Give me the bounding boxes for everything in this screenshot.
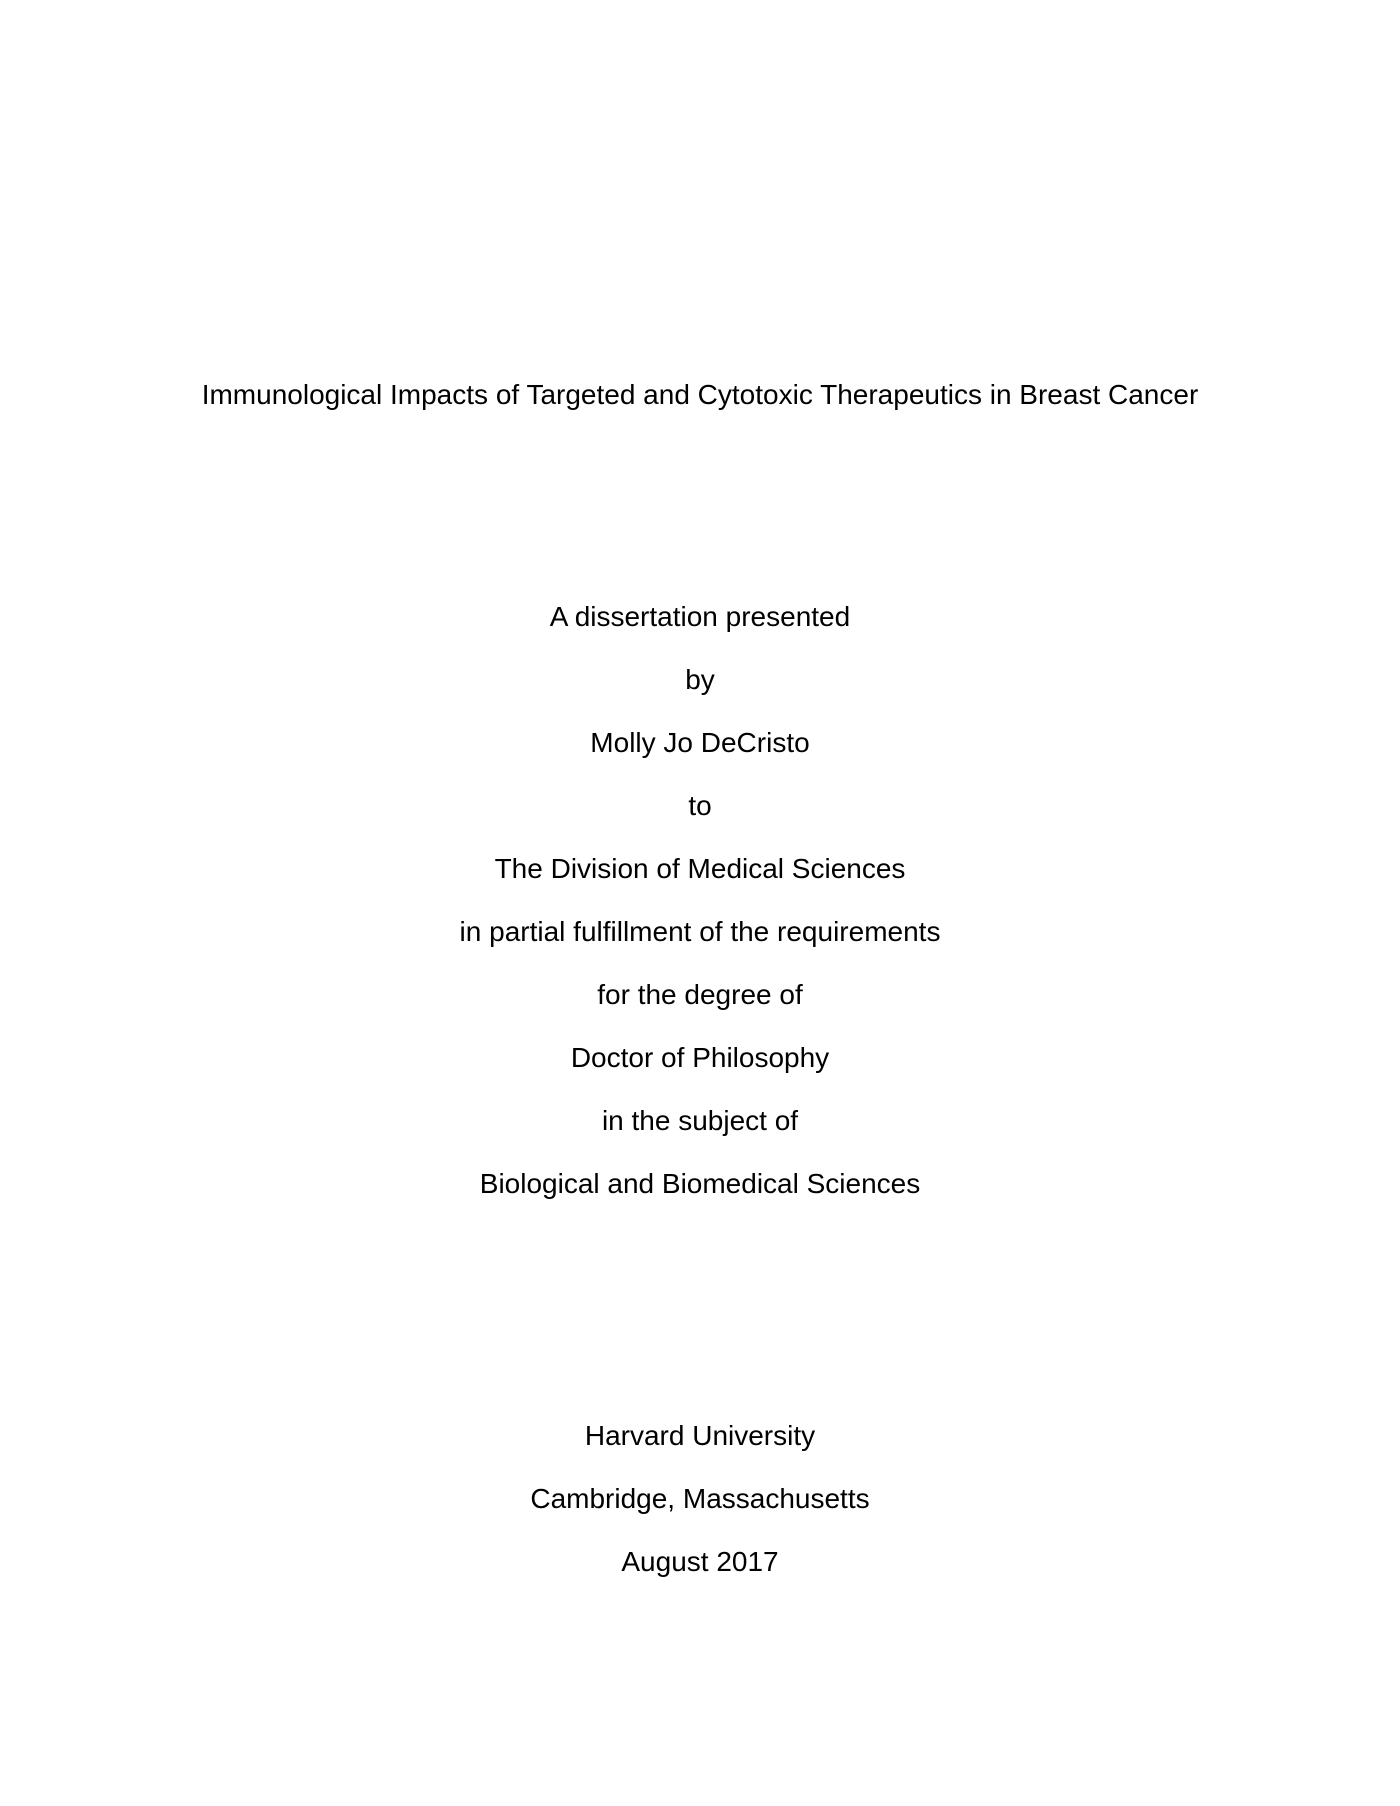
dissertation-title: Immunological Impacts of Targeted and Cytotoxic Therapeutics in Breast Cancer bbox=[201, 379, 1199, 410]
by-line: by bbox=[685, 664, 715, 695]
fulfillment-line: in partial fulfillment of the requirements bbox=[459, 916, 941, 947]
division-name: The Division of Medical Sciences bbox=[494, 853, 906, 884]
subject-name: Biological and Biomedical Sciences bbox=[479, 1168, 921, 1199]
location: Cambridge, Massachusetts bbox=[530, 1483, 870, 1514]
date: August 2017 bbox=[621, 1546, 779, 1577]
author-name: Molly Jo DeCristo bbox=[590, 727, 810, 758]
degree-intro-line: for the degree of bbox=[597, 979, 803, 1010]
subject-intro-line: in the subject of bbox=[601, 1105, 799, 1136]
degree-name: Doctor of Philosophy bbox=[570, 1042, 830, 1073]
presented-line: A dissertation presented bbox=[549, 601, 851, 632]
to-line: to bbox=[688, 790, 712, 821]
institution-name: Harvard University bbox=[584, 1420, 816, 1451]
